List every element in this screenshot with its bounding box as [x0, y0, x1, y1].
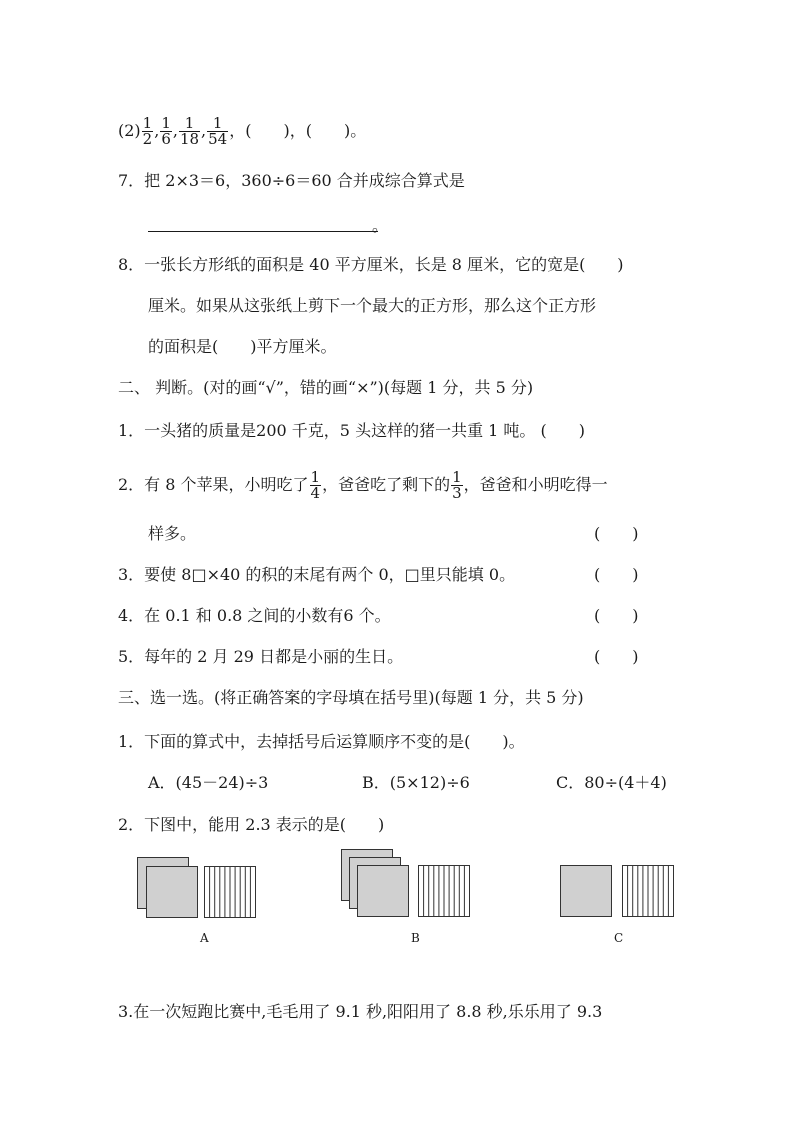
fraction-one-quarter: $\frac{1}{4}$ — [310, 468, 321, 502]
choice-q1-option-c[interactable]: C．80÷(4＋4) — [556, 773, 667, 792]
figure-c-label: C — [614, 931, 624, 945]
fraction-4: $\frac{1}{54}$ — [208, 114, 228, 148]
judge-item-2: 2．有 8 个苹果，小明吃了 $\frac{1}{4}$ ，爸爸吃了剩下的 $\frac{1}{3}$ ，爸爸和小明吃得一 — [118, 468, 608, 502]
fraction-1: $\frac{1}{2}$ — [142, 114, 153, 148]
choice-q3: 3.在一次短跑比赛中,毛毛用了 9.1 秒,阳阳用了 8.8 秒,乐乐用了 9.3 — [118, 1002, 603, 1021]
q8-line-1: 8．一张长方形纸的面积是 40 平方厘米，长是 8 厘米，它的宽是( ) — [118, 255, 624, 274]
judge-item-3-paren[interactable]: ( ) — [594, 565, 639, 584]
q6-2-sequence: (2) $\frac{1}{2}$ , $\frac{1}{6}$ , $\frac{1}{18}$ , $\frac{1}{54}$ ，( )，( )。 — [118, 114, 367, 148]
judge-item-5: 5．每年的 2 月 29 日都是小丽的生日。 — [118, 647, 404, 666]
fraction-one-third: $\frac{1}{3}$ — [452, 468, 462, 502]
fraction-2: $\frac{1}{6}$ — [161, 114, 171, 148]
choice-q1-option-a[interactable]: A．(45－24)÷3 — [148, 773, 269, 792]
q7-end-mark: 。 — [372, 216, 389, 235]
fraction-3: $\frac{1}{18}$ — [179, 114, 200, 148]
section-3-title: 三、选一选。(将正确答案的字母填在括号里)(每题 1 分，共 5 分) — [118, 688, 584, 707]
judge-item-3: 3．要使 8□×40 的积的末尾有两个 0，□里只能填 0。 — [118, 565, 516, 584]
q8-line-2: 厘米。如果从这张纸上剪下一个最大的正方形，那么这个正方形 — [148, 296, 597, 315]
judge-item-1: 1．一头猪的质量是200 千克，5 头这样的猪一共重 1 吨。 ( ) — [118, 421, 585, 440]
figure-a[interactable] — [137, 857, 261, 919]
q6-2-answer-parens[interactable]: ，( )，( )。 — [229, 121, 367, 140]
figure-b-label: B — [411, 931, 420, 945]
choice-q1-option-b[interactable]: B．(5×12)÷6 — [362, 773, 470, 792]
figure-c-tenths-strip — [623, 866, 674, 917]
judge-item-4-paren[interactable]: ( ) — [594, 606, 639, 625]
q8-line-3: 的面积是( )平方厘米。 — [148, 337, 337, 356]
q7-answer-blank[interactable] — [148, 231, 378, 232]
figure-b-tenths-strip — [419, 866, 470, 917]
choice-q1: 1．下面的算式中，去掉括号后运算顺序不变的是( )。 — [118, 732, 525, 751]
figure-c[interactable] — [560, 865, 676, 919]
judge-item-4: 4．在 0.1 和 0.8 之间的小数有6 个。 — [118, 606, 391, 625]
section-2-title: 二、 判断。(对的画“√”，错的画“×”)(每题 1 分，共 5 分) — [118, 378, 534, 397]
figure-a-label: A — [200, 931, 209, 945]
figure-a-tenths-strip — [205, 867, 256, 918]
q7-text: 7．把 2×3＝6，360÷6＝60 合并成综合算式是 — [118, 171, 465, 190]
judge-item-2-line-2: 样多。 — [148, 524, 197, 543]
figure-b[interactable] — [341, 849, 473, 919]
judge-item-5-paren[interactable]: ( ) — [594, 647, 639, 666]
judge-item-2-paren[interactable]: ( ) — [594, 524, 639, 543]
q6-2-prefix: (2) — [118, 121, 141, 140]
choice-q2: 2．下图中，能用 2.3 表示的是( ) — [118, 815, 385, 834]
